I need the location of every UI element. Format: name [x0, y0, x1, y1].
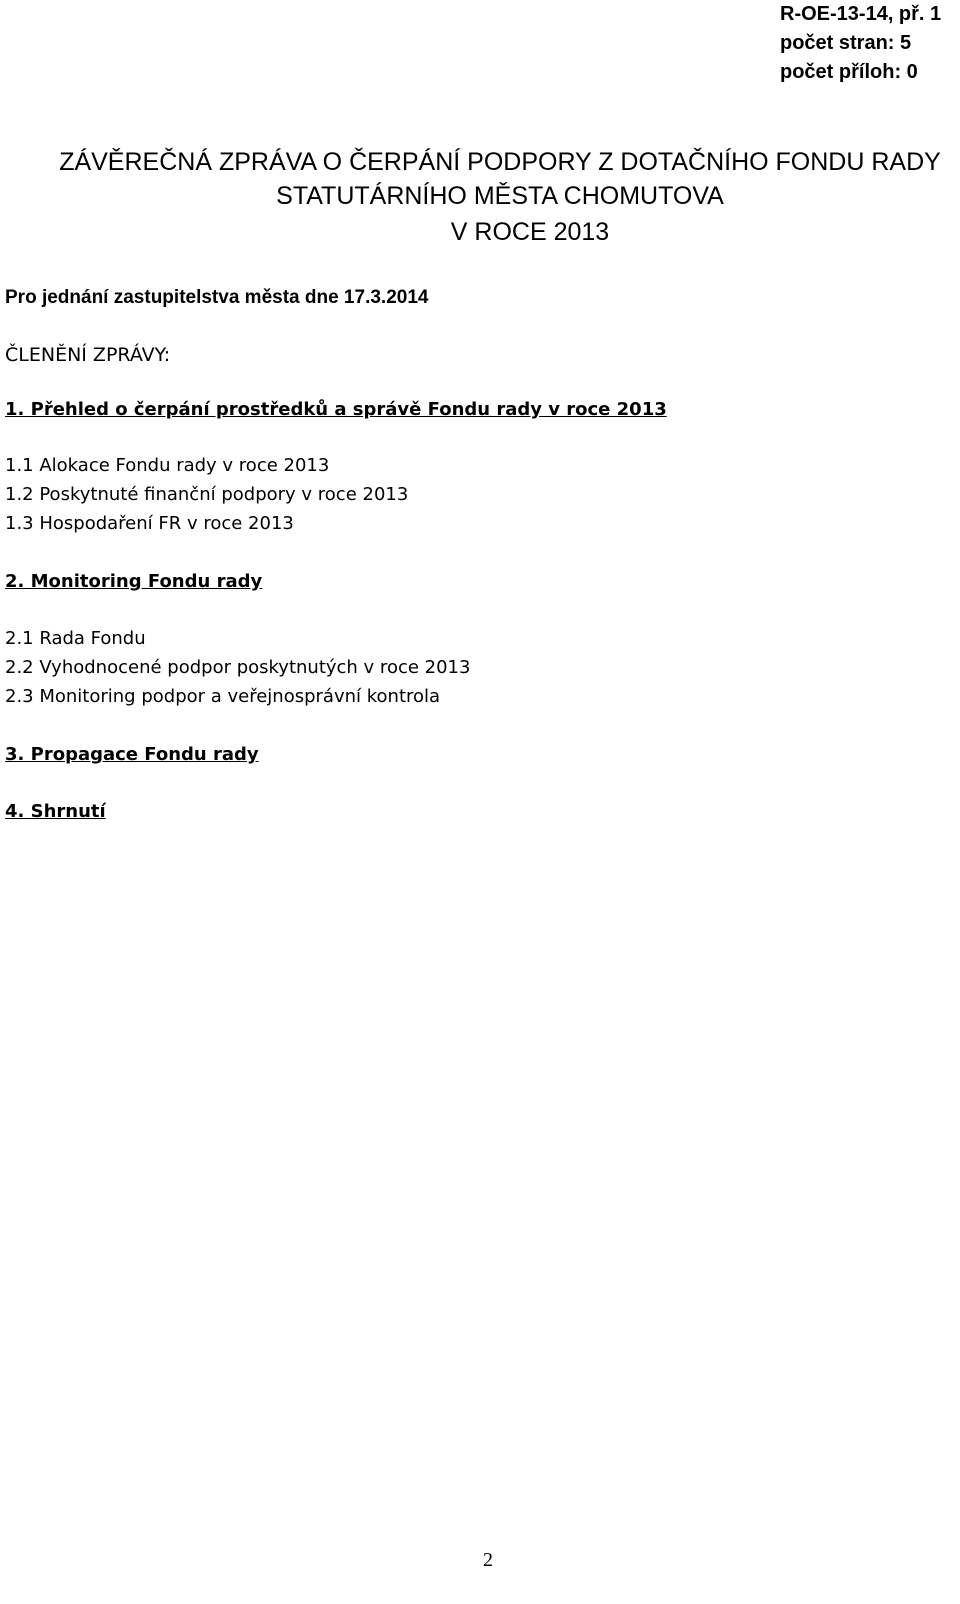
toc-item-2-2: 2.2 Vyhodnocené podpor poskytnutých v roce 2013 [5, 657, 471, 678]
toc-item-1-2: 1.2 Poskytnuté finanční podpory v roce 2013 [5, 484, 409, 505]
meeting-subtitle: Pro jednání zastupitelstva města dne 17.3.2014 [5, 287, 429, 308]
toc-heading: ČLENĚNÍ ZPRÁVY: [5, 344, 171, 366]
title-line-2: STATUTÁRNÍHO MĚSTA CHOMUTOVA [276, 182, 724, 210]
toc-section-2: 2. Monitoring Fondu rady [5, 571, 263, 592]
document-reference: R-OE-13-14, př. 1 [780, 3, 942, 25]
document-meta [780, 0, 941, 87]
page-count: počet stran: 5 [780, 32, 912, 54]
title-line-1: ZÁVĚREČNÁ ZPRÁVA O ČERPÁNÍ PODPORY Z DOTAČNÍHO FONDU RADY [59, 148, 941, 176]
toc-section-4: 4. Shrnutí [5, 801, 106, 822]
toc-item-2-3: 2.3 Monitoring podpor a veřejnosprávní kontrola [5, 686, 441, 707]
page-number: 2 [483, 1549, 493, 1571]
toc-item-1-3: 1.3 Hospodaření FR v roce 2013 [5, 513, 294, 534]
toc-item-2-1: 2.1 Rada Fondu [5, 628, 146, 649]
title-line-3: V ROCE 2013 [450, 218, 610, 246]
attachment-count: počet příloh: 0 [780, 61, 918, 83]
toc-section-1: 1. Přehled o čerpání prostředků a správě Fondu rady v roce 2013 [5, 399, 667, 420]
toc-section-3: 3. Propagace Fondu rady [5, 744, 259, 765]
toc-item-1-1: 1.1 Alokace Fondu rady v roce 2013 [5, 455, 330, 476]
